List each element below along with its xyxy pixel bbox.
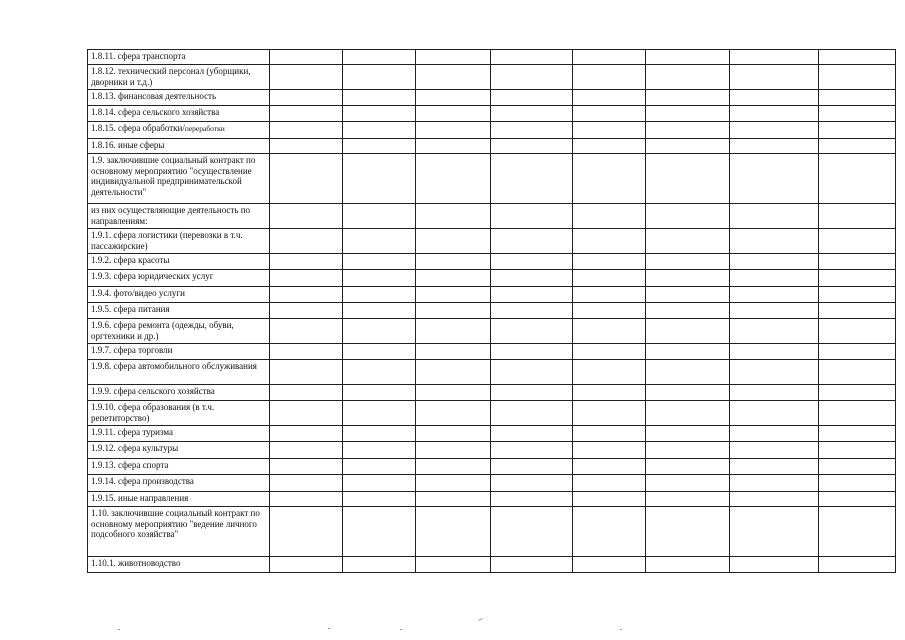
table-row <box>88 319 896 344</box>
value-cell[interactable] <box>491 557 573 573</box>
row-label <box>88 106 270 122</box>
value-cell[interactable] <box>819 154 896 204</box>
row-label <box>88 492 270 507</box>
value-cell[interactable] <box>270 507 343 557</box>
value-cell[interactable] <box>819 507 896 557</box>
row-label-text: 1.9.12. сфера культуры <box>91 443 179 453</box>
value-cell[interactable] <box>819 360 896 385</box>
value-cell[interactable] <box>270 492 343 507</box>
value-cell[interactable] <box>270 426 343 442</box>
value-cell[interactable] <box>819 204 896 229</box>
table-row <box>88 344 896 360</box>
row-label <box>88 442 270 459</box>
value-cell[interactable] <box>270 401 343 426</box>
row-label-text: 1.10. заключившие социальный контракт по основному мероприятию "ведение личного подсобного хозяйства" <box>91 508 260 539</box>
value-cell[interactable] <box>730 475 819 492</box>
value-cell[interactable] <box>730 303 819 319</box>
row-label <box>88 385 270 401</box>
value-cell[interactable] <box>573 385 646 401</box>
value-cell[interactable] <box>343 319 416 344</box>
row-label <box>88 426 270 442</box>
value-cell[interactable] <box>491 154 573 204</box>
value-cell[interactable] <box>270 475 343 492</box>
value-cell[interactable] <box>270 303 343 319</box>
value-cell[interactable] <box>819 139 896 154</box>
row-label <box>88 303 270 319</box>
value-cell[interactable] <box>491 65 573 90</box>
value-cell[interactable] <box>819 287 896 303</box>
value-cell[interactable] <box>573 270 646 287</box>
value-cell[interactable] <box>491 106 573 122</box>
report-table <box>87 49 896 573</box>
value-cell[interactable] <box>730 90 819 106</box>
value-cell[interactable] <box>646 303 730 319</box>
row-label-text: из них осуществляющие деятельность по направлениям: <box>91 205 251 226</box>
value-cell[interactable] <box>730 139 819 154</box>
value-cell[interactable] <box>819 122 896 139</box>
value-cell[interactable] <box>343 204 416 229</box>
value-cell[interactable] <box>270 254 343 270</box>
value-cell[interactable] <box>343 50 416 65</box>
row-label-text: 1.9.5. сфера питания <box>91 304 170 314</box>
value-cell[interactable] <box>573 287 646 303</box>
table-row <box>88 475 896 492</box>
row-label-text: 1.8.11. сфера транспорта <box>91 51 186 61</box>
table-row <box>88 139 896 154</box>
row-label <box>88 90 270 106</box>
value-cell[interactable] <box>730 319 819 344</box>
row-label-text: 1.9.2. сфера красоты <box>91 255 170 265</box>
value-cell[interactable] <box>270 139 343 154</box>
value-cell[interactable] <box>416 229 491 254</box>
row-label <box>88 459 270 475</box>
value-cell[interactable] <box>573 254 646 270</box>
table-row <box>88 385 896 401</box>
value-cell[interactable] <box>491 50 573 65</box>
row-label-text: 1.9.14. сфера производства <box>91 476 194 486</box>
value-cell[interactable] <box>819 319 896 344</box>
table-row <box>88 507 896 557</box>
table-row <box>88 492 896 507</box>
value-cell[interactable] <box>730 50 819 65</box>
value-cell[interactable] <box>416 459 491 475</box>
value-cell[interactable] <box>646 492 730 507</box>
value-cell[interactable] <box>730 254 819 270</box>
value-cell[interactable] <box>819 492 896 507</box>
value-cell[interactable] <box>270 385 343 401</box>
value-cell[interactable] <box>491 254 573 270</box>
value-cell[interactable] <box>646 319 730 344</box>
row-label-text: 1.9.10. сфера образования (в т.ч. репетиторство) <box>91 402 215 423</box>
value-cell[interactable] <box>270 270 343 287</box>
value-cell[interactable] <box>270 344 343 360</box>
value-cell[interactable] <box>270 229 343 254</box>
value-cell[interactable] <box>819 50 896 65</box>
row-label-text: 1.9.8. сфера автомобильного обслуживания <box>91 361 257 371</box>
value-cell[interactable] <box>270 122 343 139</box>
value-cell[interactable] <box>343 270 416 287</box>
row-label <box>88 122 270 139</box>
value-cell[interactable] <box>491 507 573 557</box>
table-row <box>88 50 896 65</box>
value-cell[interactable] <box>646 459 730 475</box>
value-cell[interactable] <box>646 254 730 270</box>
table-row <box>88 122 896 139</box>
value-cell[interactable] <box>343 154 416 204</box>
value-cell[interactable] <box>416 303 491 319</box>
value-cell[interactable] <box>819 229 896 254</box>
value-cell[interactable] <box>646 204 730 229</box>
value-cell[interactable] <box>730 507 819 557</box>
value-cell[interactable] <box>646 139 730 154</box>
value-cell[interactable] <box>819 442 896 459</box>
row-label-text: 1.8.14. сфера сельского хозяйства <box>91 107 220 117</box>
value-cell[interactable] <box>343 344 416 360</box>
row-label <box>88 287 270 303</box>
value-cell[interactable] <box>646 154 730 204</box>
table-row <box>88 154 896 204</box>
value-cell[interactable] <box>730 557 819 573</box>
value-cell[interactable] <box>343 106 416 122</box>
row-label <box>88 65 270 90</box>
row-label-text: 1.9. заключившие социальный контракт по основному мероприятию "осуществление индивидуальной предпринимательской деятельности" <box>91 155 256 197</box>
value-cell[interactable] <box>416 90 491 106</box>
value-cell[interactable] <box>491 401 573 426</box>
table-row <box>88 65 896 90</box>
value-cell[interactable] <box>416 426 491 442</box>
value-cell[interactable] <box>416 139 491 154</box>
row-label <box>88 344 270 360</box>
value-cell[interactable] <box>646 507 730 557</box>
value-cell[interactable] <box>416 270 491 287</box>
value-cell[interactable] <box>819 401 896 426</box>
value-cell[interactable] <box>343 65 416 90</box>
table-row <box>88 287 896 303</box>
value-cell[interactable] <box>270 319 343 344</box>
value-cell[interactable] <box>343 475 416 492</box>
value-cell[interactable] <box>730 442 819 459</box>
value-cell[interactable] <box>491 204 573 229</box>
row-label-text: 1.9.3. сфера юридических услуг <box>91 271 214 281</box>
value-cell[interactable] <box>819 459 896 475</box>
table-row <box>88 90 896 106</box>
value-cell[interactable] <box>573 122 646 139</box>
value-cell[interactable] <box>573 154 646 204</box>
value-cell[interactable] <box>491 475 573 492</box>
value-cell[interactable] <box>491 385 573 401</box>
value-cell[interactable] <box>491 287 573 303</box>
value-cell[interactable] <box>491 270 573 287</box>
value-cell[interactable] <box>343 426 416 442</box>
value-cell[interactable] <box>646 475 730 492</box>
value-cell[interactable] <box>646 344 730 360</box>
value-cell[interactable] <box>819 426 896 442</box>
value-cell[interactable] <box>730 426 819 442</box>
value-cell[interactable] <box>646 385 730 401</box>
value-cell[interactable] <box>819 385 896 401</box>
value-cell[interactable] <box>730 459 819 475</box>
value-cell[interactable] <box>573 344 646 360</box>
value-cell[interactable] <box>819 344 896 360</box>
value-cell[interactable] <box>416 385 491 401</box>
value-cell[interactable] <box>819 65 896 90</box>
value-cell[interactable] <box>573 106 646 122</box>
value-cell[interactable] <box>573 492 646 507</box>
value-cell[interactable] <box>573 139 646 154</box>
value-cell[interactable] <box>819 303 896 319</box>
value-cell[interactable] <box>343 229 416 254</box>
value-cell[interactable] <box>573 229 646 254</box>
value-cell[interactable] <box>343 303 416 319</box>
value-cell[interactable] <box>730 270 819 287</box>
value-cell[interactable] <box>491 303 573 319</box>
value-cell[interactable] <box>730 492 819 507</box>
value-cell[interactable] <box>491 442 573 459</box>
row-label <box>88 254 270 270</box>
value-cell[interactable] <box>646 122 730 139</box>
value-cell[interactable] <box>573 360 646 385</box>
value-cell[interactable] <box>270 65 343 90</box>
table-row <box>88 229 896 254</box>
value-cell[interactable] <box>343 401 416 426</box>
table-row <box>88 204 896 229</box>
value-cell[interactable] <box>416 154 491 204</box>
value-cell[interactable] <box>491 229 573 254</box>
value-cell[interactable] <box>270 360 343 385</box>
table-row <box>88 426 896 442</box>
value-cell[interactable] <box>646 442 730 459</box>
value-cell[interactable] <box>491 139 573 154</box>
value-cell[interactable] <box>730 154 819 204</box>
value-cell[interactable] <box>646 229 730 254</box>
row-label <box>88 507 270 557</box>
value-cell[interactable] <box>343 492 416 507</box>
value-cell[interactable] <box>343 139 416 154</box>
value-cell[interactable] <box>416 475 491 492</box>
value-cell[interactable] <box>270 287 343 303</box>
row-label <box>88 270 270 287</box>
value-cell[interactable] <box>416 204 491 229</box>
value-cell[interactable] <box>416 344 491 360</box>
value-cell[interactable] <box>270 557 343 573</box>
value-cell[interactable] <box>416 507 491 557</box>
value-cell[interactable] <box>573 50 646 65</box>
value-cell[interactable] <box>730 106 819 122</box>
value-cell[interactable] <box>491 344 573 360</box>
value-cell[interactable] <box>730 401 819 426</box>
value-cell[interactable] <box>416 50 491 65</box>
value-cell[interactable] <box>416 254 491 270</box>
row-label <box>88 319 270 344</box>
value-cell[interactable] <box>573 90 646 106</box>
value-cell[interactable] <box>730 204 819 229</box>
table-row <box>88 360 896 385</box>
value-cell[interactable] <box>819 270 896 287</box>
value-cell[interactable] <box>270 106 343 122</box>
value-cell[interactable] <box>573 507 646 557</box>
value-cell[interactable] <box>491 360 573 385</box>
value-cell[interactable] <box>343 254 416 270</box>
value-cell[interactable] <box>573 426 646 442</box>
row-label <box>88 50 270 65</box>
table-row <box>88 557 896 573</box>
row-label-text: 1.8.15. сфера обработки/ <box>91 123 185 133</box>
value-cell[interactable] <box>343 90 416 106</box>
table-row <box>88 442 896 459</box>
row-label-text: 1.8.13. финансовая деятельность <box>91 91 217 101</box>
value-cell[interactable] <box>646 557 730 573</box>
value-cell[interactable] <box>819 254 896 270</box>
row-label-text: 1.8.12. технический персонал (уборщики, дворники и т.д.) <box>91 66 251 87</box>
value-cell[interactable] <box>416 106 491 122</box>
value-cell[interactable] <box>416 122 491 139</box>
value-cell[interactable] <box>343 360 416 385</box>
table-row <box>88 270 896 287</box>
value-cell[interactable] <box>270 204 343 229</box>
value-cell[interactable] <box>270 154 343 204</box>
value-cell[interactable] <box>270 50 343 65</box>
row-label <box>88 401 270 426</box>
value-cell[interactable] <box>819 106 896 122</box>
row-label-text: 1.9.1. сфера логистики (перевозки в т.ч. пассажирские) <box>91 230 243 251</box>
value-cell[interactable] <box>343 385 416 401</box>
row-label <box>88 139 270 154</box>
row-label-text: 1.8.16. иные сферы <box>91 140 165 150</box>
table-row <box>88 254 896 270</box>
value-cell[interactable] <box>819 557 896 573</box>
value-cell[interactable] <box>819 475 896 492</box>
row-label <box>88 204 270 229</box>
value-cell[interactable] <box>646 270 730 287</box>
value-cell[interactable] <box>646 65 730 90</box>
row-label <box>88 154 270 204</box>
value-cell[interactable] <box>416 557 491 573</box>
value-cell[interactable] <box>573 475 646 492</box>
row-label-text: 1.9.11. сфера туризма <box>91 427 174 437</box>
row-label <box>88 557 270 573</box>
row-label <box>88 475 270 492</box>
row-label-text: 1.9.6. сфера ремонта (одежды, обуви, оргтехники и др.) <box>91 320 234 341</box>
row-label-text: 1.9.9. сфера сельского хозяйства <box>91 386 215 396</box>
value-cell[interactable] <box>270 442 343 459</box>
value-cell[interactable] <box>730 229 819 254</box>
value-cell[interactable] <box>573 204 646 229</box>
value-cell[interactable] <box>416 442 491 459</box>
value-cell[interactable] <box>343 459 416 475</box>
value-cell[interactable] <box>573 401 646 426</box>
value-cell[interactable] <box>646 106 730 122</box>
value-cell[interactable] <box>416 65 491 90</box>
value-cell[interactable] <box>491 122 573 139</box>
value-cell[interactable] <box>646 90 730 106</box>
table-row <box>88 106 896 122</box>
value-cell[interactable] <box>573 319 646 344</box>
row-label-text: 1.10.1. животноводство <box>91 558 181 568</box>
value-cell[interactable] <box>416 287 491 303</box>
value-cell[interactable] <box>646 426 730 442</box>
value-cell[interactable] <box>343 557 416 573</box>
value-cell[interactable] <box>491 90 573 106</box>
value-cell[interactable] <box>730 344 819 360</box>
value-cell[interactable] <box>646 50 730 65</box>
value-cell[interactable] <box>646 401 730 426</box>
row-label <box>88 360 270 385</box>
value-cell[interactable] <box>270 90 343 106</box>
value-cell[interactable] <box>491 459 573 475</box>
value-cell[interactable] <box>416 319 491 344</box>
table-row <box>88 303 896 319</box>
value-cell[interactable] <box>416 401 491 426</box>
value-cell[interactable] <box>491 492 573 507</box>
value-cell[interactable] <box>730 122 819 139</box>
value-cell[interactable] <box>270 459 343 475</box>
value-cell[interactable] <box>646 360 730 385</box>
value-cell[interactable] <box>646 287 730 303</box>
value-cell[interactable] <box>343 287 416 303</box>
value-cell[interactable] <box>343 507 416 557</box>
value-cell[interactable] <box>730 385 819 401</box>
row-label-text: 1.9.15. иные направления <box>91 493 189 503</box>
value-cell[interactable] <box>730 360 819 385</box>
row-label-text: 1.9.7. сфера торговли <box>91 345 173 355</box>
row-label <box>88 229 270 254</box>
row-label-text: 1.9.4. фото/видео услуги <box>91 288 185 298</box>
value-cell[interactable] <box>573 65 646 90</box>
table-row <box>88 401 896 426</box>
value-cell[interactable] <box>343 442 416 459</box>
value-cell[interactable] <box>491 426 573 442</box>
value-cell[interactable] <box>491 319 573 344</box>
value-cell[interactable] <box>573 557 646 573</box>
value-cell[interactable] <box>343 122 416 139</box>
value-cell[interactable] <box>416 492 491 507</box>
value-cell[interactable] <box>573 459 646 475</box>
row-label-suffix: переработки <box>184 124 225 133</box>
value-cell[interactable] <box>730 65 819 90</box>
value-cell[interactable] <box>416 360 491 385</box>
value-cell[interactable] <box>730 287 819 303</box>
value-cell[interactable] <box>573 303 646 319</box>
value-cell[interactable] <box>819 90 896 106</box>
row-label-text: 1.9.13. сфера спорта <box>91 460 169 470</box>
value-cell[interactable] <box>573 442 646 459</box>
table-row <box>88 459 896 475</box>
